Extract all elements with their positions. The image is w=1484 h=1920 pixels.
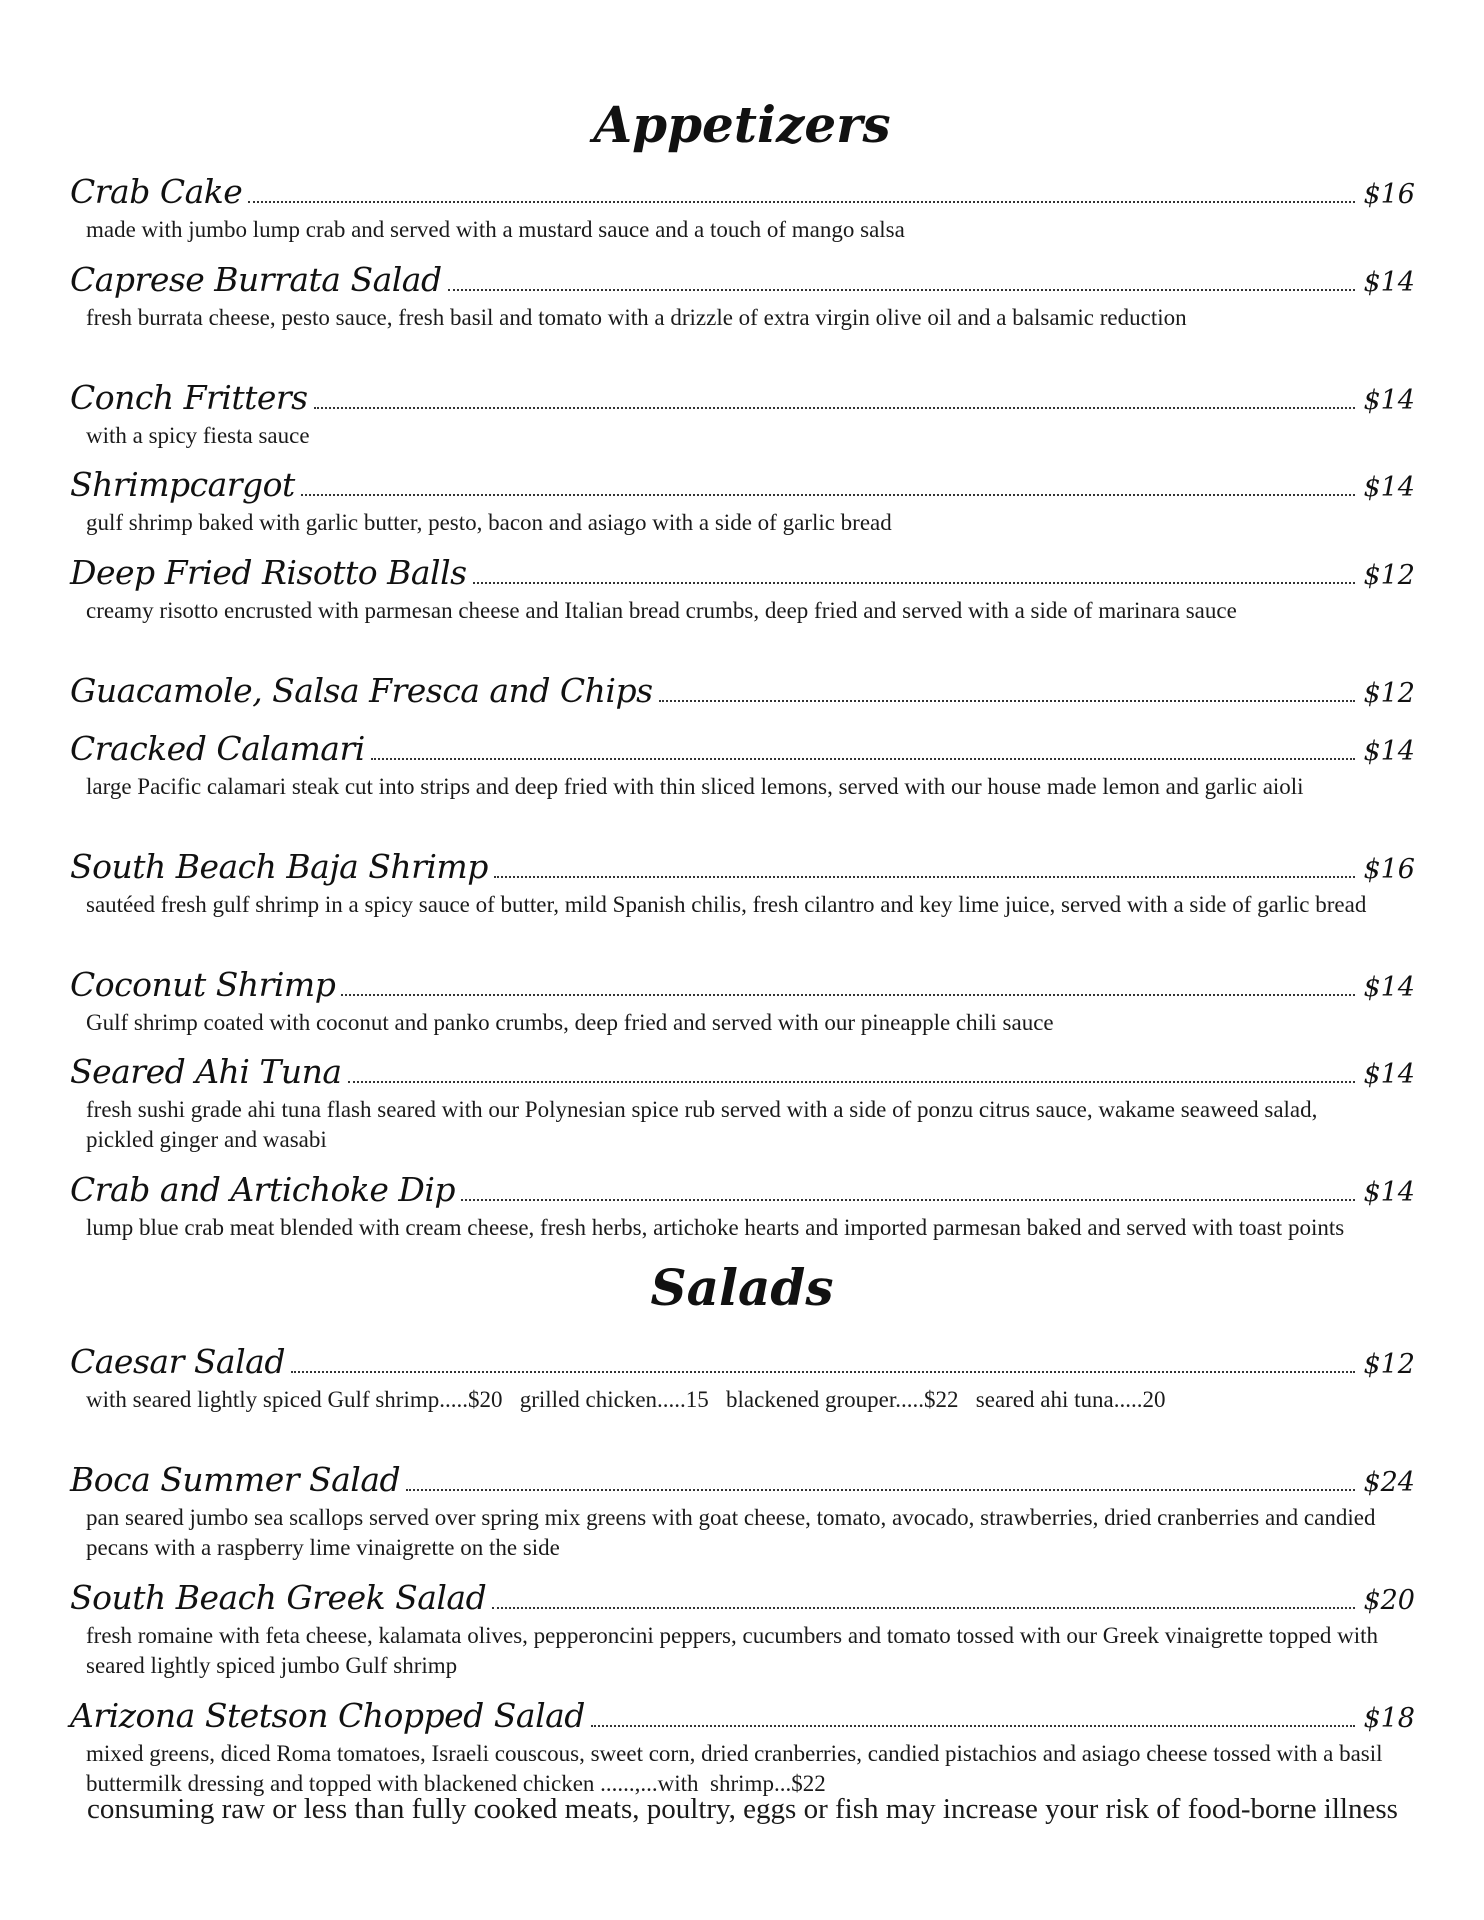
item-price: $14	[1363, 1059, 1415, 1090]
dot-leader	[301, 494, 1356, 496]
item-price: $14	[1363, 1177, 1415, 1208]
menu-item	[70, 1460, 1415, 1563]
item-price: $16	[1363, 854, 1415, 885]
item-description: pan seared jumbo sea scallops served over spring mix greens with goat cheese, tomato, avocado, strawberries, dried cranberries and candied pecans with a raspberry lime vinaigrette on the side	[86, 1505, 1376, 1560]
food-safety-warning: consuming raw or less than fully cooked meats, poultry, eggs or fish may increase your risk of food-borne illness	[87, 1793, 1398, 1825]
item-price: $12	[1363, 678, 1415, 709]
item-description: with seared lightly spiced Gulf shrimp.....$20 grilled chicken.....15 blackened grouper.....$22 seared ahi tuna.....20	[86, 1387, 1166, 1412]
item-price: $12	[1363, 560, 1415, 591]
item-name: Caesar Salad	[70, 1342, 285, 1381]
item-price: $12	[1363, 1349, 1415, 1380]
dot-leader	[314, 407, 1356, 409]
item-name: Crab and Artichoke Dip	[70, 1170, 456, 1209]
menu-item	[70, 671, 1415, 711]
item-price: $14	[1363, 736, 1415, 767]
item-name: Shrimpcargot	[70, 465, 295, 504]
menu-item	[70, 465, 1415, 538]
menu-item	[70, 965, 1415, 1038]
item-price: $16	[1363, 179, 1415, 210]
dot-leader	[494, 876, 1356, 878]
menu-item	[70, 1342, 1415, 1415]
item-name: Seared Ahi Tuna	[70, 1052, 342, 1091]
item-description: gulf shrimp baked with garlic butter, pesto, bacon and asiago with a side of garlic bread	[86, 510, 892, 535]
item-name: Boca Summer Salad	[70, 1460, 401, 1499]
item-description: with a spicy fiesta sauce	[86, 423, 310, 448]
item-price: $14	[1363, 267, 1415, 298]
item-name: South Beach Baja Shrimp	[70, 847, 488, 886]
item-description: Gulf shrimp coated with coconut and panko crumbs, deep fried and served with our pineapple chili sauce	[86, 1010, 1054, 1035]
dot-leader	[492, 1607, 1355, 1609]
menu-item	[70, 729, 1415, 802]
dot-leader	[248, 201, 1355, 203]
item-name: Arizona Stetson Chopped Salad	[70, 1696, 585, 1735]
item-name: Coconut Shrimp	[70, 965, 336, 1004]
menu-item	[70, 847, 1415, 920]
dot-leader	[348, 1081, 1356, 1083]
item-name: Crab Cake	[70, 172, 243, 211]
item-name: Conch Fritters	[70, 378, 308, 417]
item-price: $24	[1363, 1467, 1415, 1498]
item-description: fresh romaine with feta cheese, kalamata olives, pepperoncini peppers, cucumbers and tomato tossed with our Greek vinaigrette topped with seared lightly spiced jumbo Gulf shrimp	[86, 1623, 1379, 1678]
item-name: South Beach Greek Salad	[70, 1578, 487, 1617]
item-description: sautéed fresh gulf shrimp in a spicy sauce of butter, mild Spanish chilis, fresh cilantro and key lime juice, served with a side of garlic bread	[86, 892, 1367, 917]
menu-item	[70, 553, 1415, 626]
item-name: Cracked Calamari	[70, 729, 365, 768]
item-price: $20	[1363, 1585, 1415, 1616]
dot-leader	[341, 994, 1355, 996]
dot-leader	[371, 758, 1356, 760]
item-price: $18	[1363, 1703, 1415, 1734]
menu-item	[70, 1696, 1415, 1799]
item-description: large Pacific calamari steak cut into strips and deep fried with thin sliced lemons, served with our house made lemon and garlic aioli	[86, 774, 1304, 799]
item-name: Guacamole, Salsa Fresca and Chips	[70, 671, 653, 710]
item-price: $14	[1363, 385, 1415, 416]
item-description: fresh burrata cheese, pesto sauce, fresh basil and tomato with a drizzle of extra virgin olive oil and a balsamic reduction	[86, 305, 1187, 330]
item-description: made with jumbo lump crab and served with a mustard sauce and a touch of mango salsa	[86, 217, 905, 242]
dot-leader	[448, 289, 1356, 291]
dot-leader	[591, 1725, 1356, 1727]
menu-item	[70, 172, 1415, 245]
item-description: creamy risotto encrusted with parmesan cheese and Italian bread crumbs, deep fried and served with a side of marinara sauce	[86, 598, 1237, 623]
item-name: Deep Fried Risotto Balls	[70, 553, 467, 592]
dot-leader	[291, 1371, 1355, 1373]
item-price: $14	[1363, 472, 1415, 503]
item-description: mixed greens, diced Roma tomatoes, Israeli couscous, sweet corn, dried cranberries, candied pistachios and asiago cheese tossed with a basil buttermilk dressing and topped with blackened chicken ......,...with shrimp...$22	[86, 1741, 1389, 1796]
salads-heading: Salads	[650, 1258, 834, 1317]
menu-item	[70, 1578, 1415, 1681]
menu-item	[70, 1170, 1415, 1243]
item-price: $14	[1363, 972, 1415, 1003]
item-description: lump blue crab meat blended with cream cheese, fresh herbs, artichoke hearts and imported parmesan baked and served with toast points	[86, 1215, 1345, 1240]
item-name: Caprese Burrata Salad	[70, 260, 442, 299]
dot-leader	[473, 582, 1356, 584]
menu-item	[70, 260, 1415, 333]
appetizers-heading: Appetizers	[593, 95, 891, 154]
menu-item	[70, 378, 1415, 451]
item-description: fresh sushi grade ahi tuna flash seared with our Polynesian spice rub served with a side of ponzu citrus sauce, wakame seaweed salad, pickled ginger and wasabi	[86, 1097, 1318, 1152]
dot-leader	[461, 1199, 1355, 1201]
menu-item	[70, 1052, 1415, 1155]
dot-leader	[406, 1489, 1355, 1491]
dot-leader	[659, 700, 1356, 702]
